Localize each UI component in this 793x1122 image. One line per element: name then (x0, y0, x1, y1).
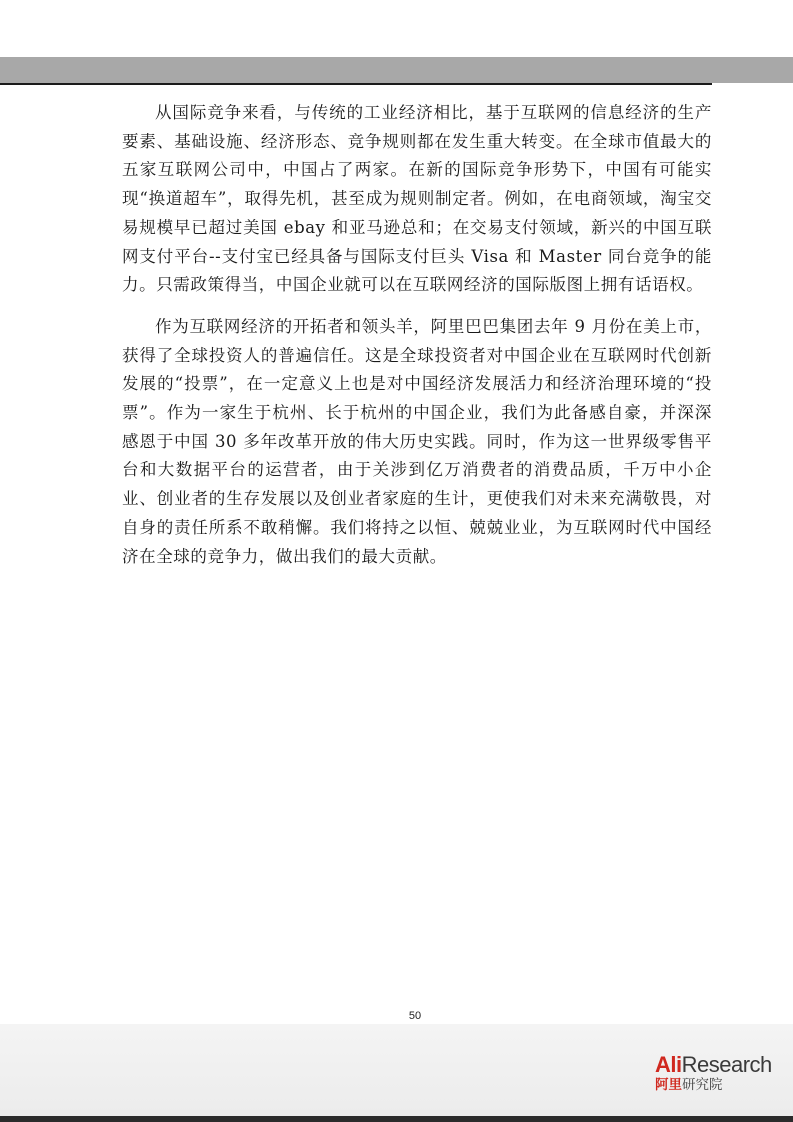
logo-institute-cn-text: 研究院 (682, 1077, 723, 1093)
logo-ali-text: Ali (655, 1052, 682, 1077)
page-number: 50 (408, 1010, 422, 1022)
footer-bar (0, 1116, 793, 1122)
logo-chinese-name (655, 1078, 793, 1093)
paragraph-2: 作为互联网经济的开拓者和领头羊，阿里巴巴集团去年 9 月份在美上市，获得了全球投资人的普遍信任。这是全球投资者对中国企业在互联网时代创新发展的“投票”，在一定意义上也是对中国经济发展活力和经济治理环境的“投票”。作为一家生于杭州、长于杭州的中国企业，我们为此备感自豪，并深深感恩于中国 30 多年改革开放的伟大历史实践。同时，作为这一世界级零售平台和大数据平台的运营者，由于关涉到亿万消费者的消费品质，千万中小企业、创业者的生存发展以及创业者家庭的生计，更使我们对未来充满敬畏，对自身的责任所系不敢稍懈。我们将持之以恒、兢兢业业，为互联网时代中国经济在全球的竞争力，做出我们的最大贡献。 (122, 316, 712, 566)
logo-ali-cn-text: 阿里 (655, 1077, 682, 1093)
paragraph-1: 从国际竞争来看，与传统的工业经济相比，基于互联网的信息经济的生产要素、基础设施、经济形态、竞争规则都在发生重大转变。在全球市值最大的五家互联网公司中，中国占了两家。在新的国际竞争形势下，中国有可能实现“换道超车”，取得先机，甚至成为规则制定者。例如，在电商领域，淘宝交易规模早已超过美国 ebay 和亚马逊总和；在交易支付领域，新兴的中国互联网支付平台--支付宝已经具备与国际支付巨头 Visa 和 Master 同台竞争的能力。只需政策得当，中国企业就可以在互联网经济的国际版图上拥有话语权。 (122, 103, 712, 295)
header-rule (0, 83, 712, 85)
aliresearch-logo (655, 1053, 793, 1095)
logo-research-text: Research (681, 1052, 772, 1077)
header-band (0, 57, 793, 83)
logo-wordmark (655, 1053, 793, 1077)
body-text (122, 99, 712, 571)
